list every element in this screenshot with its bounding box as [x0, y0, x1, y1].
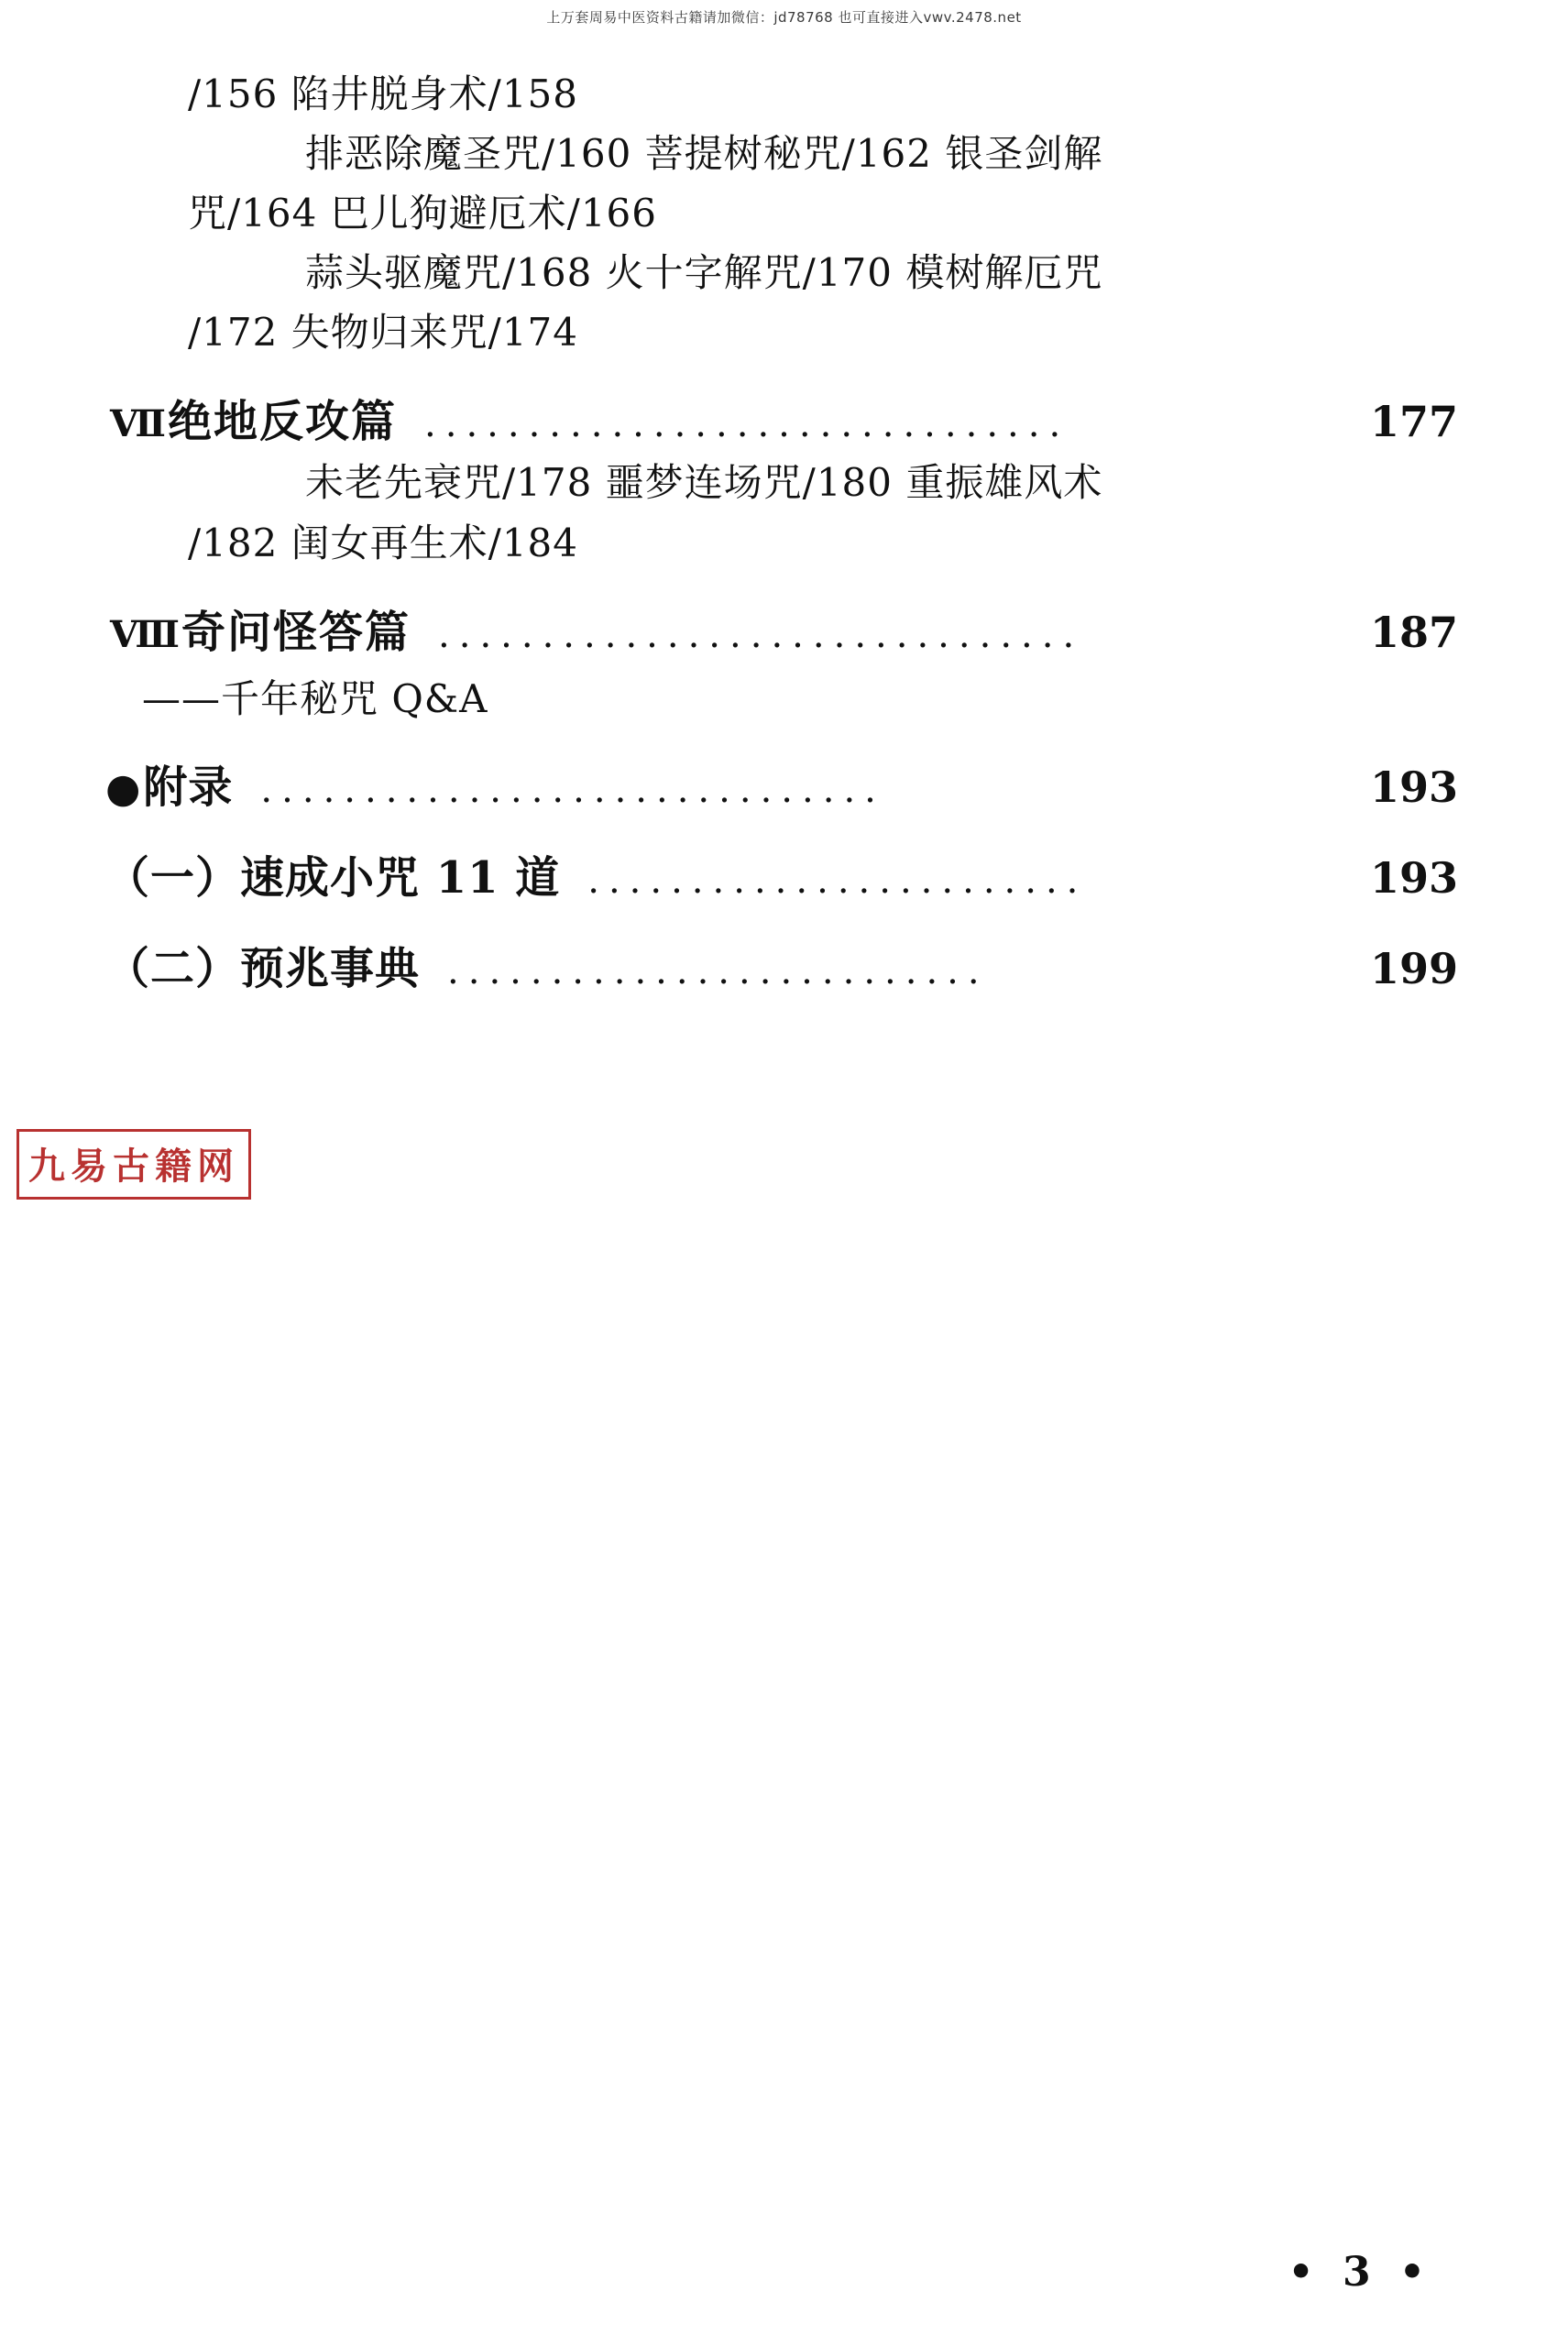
toc-leader-dots: ........................	[587, 861, 1088, 899]
toc-appendix-row[interactable]	[105, 751, 1458, 815]
publisher-stamp-watermark: 九易古籍网	[16, 1129, 251, 1200]
toc-entry-line: 蒜头驱魔咒/168 火十字解咒/170 模树解厄咒	[305, 250, 1103, 296]
toc-chapter-row[interactable]	[110, 597, 1458, 660]
toc-entry-line: /182 闺女再生术/184	[188, 520, 578, 565]
toc-page-number: 193	[1369, 762, 1458, 812]
toc-entry-line: /156 陷井脱身术/158	[188, 71, 578, 116]
toc-leader-dots: ..........................	[447, 952, 989, 990]
chapter-title-text: 奇问怪答篇	[181, 606, 411, 658]
appendix-title-text: 附录	[143, 761, 234, 813]
chapter-numeral: Ⅶ	[110, 402, 166, 446]
watermark-banner: 上万套周易中医资料古籍请加微信：jd78768 也可直接进入vwv.2478.net	[546, 9, 1022, 26]
toc-page-number: 199	[1369, 943, 1458, 993]
toc-page-number: 187	[1369, 607, 1458, 657]
toc-appendix-item-label: （一）速成小咒 11 道	[105, 851, 561, 904]
toc-leader-dots: ...............................	[438, 616, 1084, 653]
bullet-icon: ●	[105, 764, 142, 812]
toc-chapter-row[interactable]	[110, 386, 1458, 449]
toc-appendix-title	[105, 751, 233, 815]
toc-page-number: 193	[1369, 852, 1458, 903]
toc-chapter-subtitle: ——千年秘咒 Q&A	[142, 675, 488, 721]
toc-entry-line: 未老先衰咒/178 噩梦连场咒/180 重振雄风术	[305, 460, 1103, 506]
toc-entry-line: /172 失物归来咒/174	[188, 310, 578, 356]
toc-page	[0, 64, 1568, 996]
toc-appendix-item-label: （二）预兆事典	[105, 942, 421, 994]
toc-leader-dots: ..............................	[260, 771, 885, 808]
page-footer-number: • 3 •	[1288, 2249, 1432, 2296]
toc-appendix-item-row[interactable]	[105, 933, 1458, 996]
toc-page-number: 177	[1369, 397, 1458, 447]
toc-leader-dots: ...............................	[424, 406, 1070, 444]
toc-chapter-title	[110, 386, 397, 449]
toc-entry-line: 排恶除魔圣咒/160 菩提树秘咒/162 银圣剑解	[305, 131, 1103, 177]
toc-chapter-title	[110, 597, 411, 660]
toc-entry-line: 咒/164 巴儿狗避厄术/166	[188, 191, 657, 236]
chapter-title-text: 绝地反攻篇	[168, 396, 398, 448]
chapter-numeral: Ⅷ	[110, 612, 180, 656]
toc-content	[105, 64, 1458, 996]
toc-appendix-item-row[interactable]	[105, 842, 1458, 905]
